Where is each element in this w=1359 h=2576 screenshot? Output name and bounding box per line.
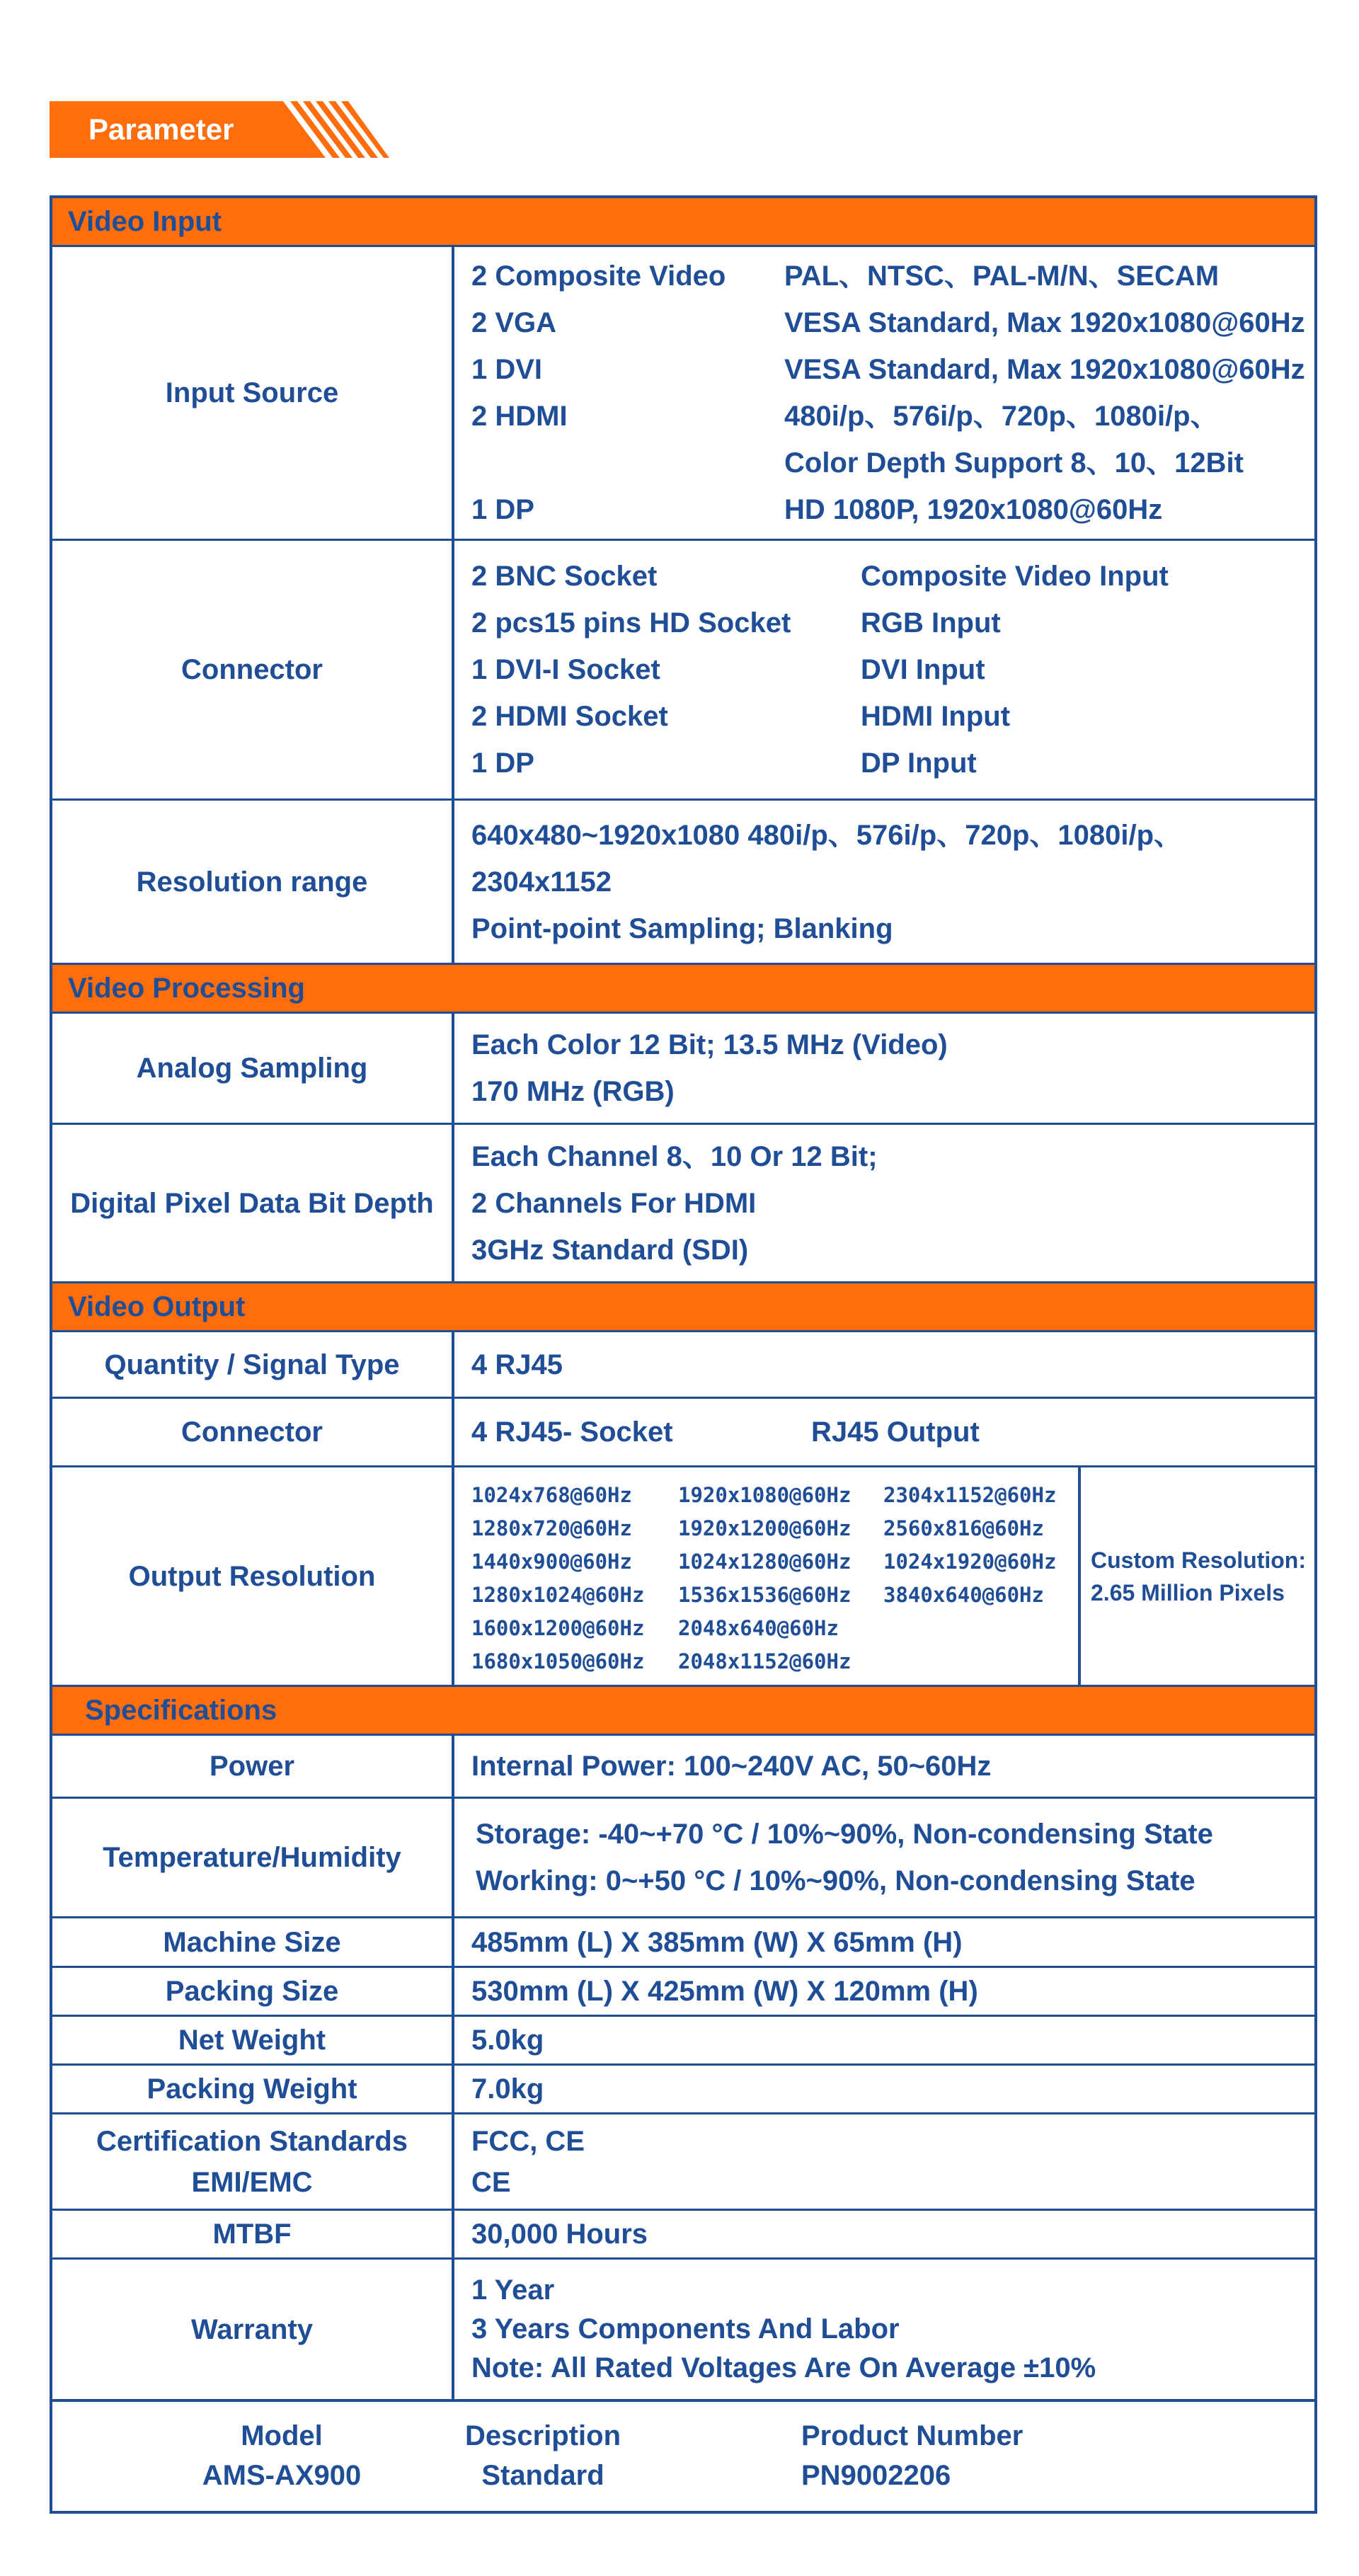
quantity-value: 4 RJ45: [471, 1349, 563, 1380]
section-title: Specifications: [85, 1694, 277, 1726]
row-output-connector: [52, 1397, 1314, 1465]
input-line: 1 DP HD 1080P, 1920x1080@60Hz: [471, 494, 1163, 525]
section-title: Video Input: [68, 205, 222, 237]
row-machine-size: [52, 1916, 1314, 1966]
custom-resolution-value: 2.65 Million Pixels: [1091, 1579, 1285, 1605]
section-specifications: [52, 1685, 1314, 1734]
label-temperature: Temperature/Humidity: [52, 1799, 454, 1916]
output-resolution-grid: [454, 1467, 1081, 1685]
label-quantity: Quantity / Signal Type: [52, 1332, 454, 1397]
product-number-value: PN9002206: [801, 2460, 951, 2491]
label-resolution-range: Resolution range: [52, 801, 454, 963]
input-line: 2 HDMI 480i/p、576i/p、720p、1080i/p、: [471, 401, 1219, 432]
warranty-line: 3 Years Components And Labor: [471, 2313, 900, 2345]
label-machine-size: Machine Size: [52, 1918, 454, 1966]
row-mtbf: [52, 2209, 1314, 2257]
input-line: 1 DVI VESA Standard, Max 1920x1080@60Hz: [471, 354, 1305, 385]
resolution-row: 1440x900@60Hz 1024x1280@60Hz 1024x1920@60Hz: [471, 1550, 1057, 1574]
row-certification: [52, 2112, 1314, 2209]
digital-line: 3GHz Standard (SDI): [471, 1234, 749, 1266]
resolution-row: 1680x1050@60Hz 2048x1152@60Hz: [471, 1649, 851, 1673]
connector-line: 2 pcs15 pins HD Socket RGB Input: [471, 607, 1001, 639]
row-temperature: [52, 1797, 1314, 1916]
section-title: Video Processing: [68, 972, 305, 1004]
packing-size-value: 530mm (L) X 425mm (W) X 120mm (H): [471, 1976, 978, 2007]
net-weight-value: 5.0kg: [471, 2025, 544, 2056]
description-col: [454, 2416, 631, 2497]
label-certification: Certification Standards EMI/EMC: [52, 2114, 454, 2209]
model-value: AMS-AX900: [202, 2460, 362, 2491]
row-packing-weight: [52, 2063, 1314, 2112]
mtbf-value: 30,000 Hours: [471, 2219, 648, 2250]
resolution-row: 1024x768@60Hz 1920x1080@60Hz 2304x1152@60Hz: [471, 1483, 1057, 1507]
model-row: [52, 2399, 1314, 2511]
product-number-header: Product Number: [801, 2420, 1023, 2451]
description-header: Description: [464, 2420, 621, 2451]
label-output-resolution: Output Resolution: [52, 1467, 454, 1685]
warranty-line: 1 Year: [471, 2274, 555, 2306]
label-packing-size: Packing Size: [52, 1968, 454, 2015]
machine-size-value: 485mm (L) X 385mm (W) X 65mm (H): [471, 1926, 963, 1958]
label-packing-weight: Packing Weight: [52, 2066, 454, 2112]
output-connector-line: 4 RJ45- Socket RJ45 Output: [471, 1416, 980, 1448]
label-net-weight: Net Weight: [52, 2017, 454, 2063]
input-line: 2 Composite Video PAL、NTSC、PAL-M/N、SECAM: [471, 261, 1220, 292]
digital-line: Each Channel 8、10 Or 12 Bit;: [471, 1140, 878, 1172]
section-video-output: [52, 1281, 1314, 1330]
label-output-connector: Connector: [52, 1399, 454, 1465]
input-line: 2 VGA VESA Standard, Max 1920x1080@60Hz: [471, 307, 1305, 338]
analog-line: 170 MHz (RGB): [471, 1076, 675, 1107]
row-net-weight: [52, 2015, 1314, 2063]
analog-line: Each Color 12 Bit; 13.5 MHz (Video): [471, 1029, 948, 1060]
row-power: [52, 1734, 1314, 1797]
temp-line: Working: 0~+50 °C / 10%~90%, Non-condensing State: [476, 1865, 1195, 1896]
resolution-row: 1600x1200@60Hz 2048x640@60Hz: [471, 1616, 839, 1640]
header-title: Parameter: [88, 113, 234, 146]
row-packing-size: [52, 1966, 1314, 2015]
label-input-source: Input Source: [52, 247, 454, 539]
label-analog-sampling: Analog Sampling: [52, 1014, 454, 1123]
cert-value: FCC, CE: [471, 2125, 585, 2157]
row-warranty: [52, 2257, 1314, 2399]
row-resolution-range: [52, 798, 1314, 963]
section-video-input: [52, 198, 1314, 245]
parameter-header: [50, 101, 389, 158]
resolution-row: 1280x720@60Hz 1920x1200@60Hz 2560x816@60Hz: [471, 1516, 1044, 1540]
connector-line: 2 HDMI Socket HDMI Input: [471, 701, 1011, 732]
input-line: Color Depth Support 8、10、12Bit: [784, 447, 1244, 479]
resolution-line: Point-point Sampling; Blanking: [471, 912, 893, 944]
temp-line: Storage: -40~+70 °C / 10%~90%, Non-condensing State: [476, 1819, 1213, 1850]
row-digital-depth: [52, 1123, 1314, 1281]
description-value: Standard: [481, 2460, 604, 2491]
connector-line: 2 BNC Socket Composite Video Input: [471, 561, 1169, 592]
connector-line: 1 DVI-I Socket DVI Input: [471, 654, 985, 685]
custom-resolution: [1081, 1467, 1314, 1685]
model-col: [151, 2416, 412, 2497]
label-connector: Connector: [52, 541, 454, 798]
custom-resolution-label: Custom Resolution:: [1091, 1547, 1306, 1573]
warranty-line: Note: All Rated Voltages Are On Average ±10%: [471, 2352, 1096, 2383]
row-quantity: [52, 1330, 1314, 1397]
resolution-line: 640x480~1920x1080 480i/p、576i/p、720p、1080i/p、: [471, 819, 1183, 851]
row-input-connector: [52, 539, 1314, 798]
row-output-resolution: [52, 1465, 1314, 1685]
connector-line: 1 DP DP Input: [471, 748, 977, 779]
spec-table: [50, 195, 1317, 2514]
label-digital-depth: Digital Pixel Data Bit Depth: [52, 1125, 454, 1281]
row-input-source: [52, 245, 1314, 539]
digital-line: 2 Channels For HDMI: [471, 1187, 757, 1219]
row-analog-sampling: [52, 1012, 1314, 1123]
label-power: Power: [52, 1736, 454, 1797]
model-header: Model: [241, 2420, 323, 2451]
product-number-col: [801, 2416, 1023, 2497]
resolution-row: 1280x1024@60Hz 1536x1536@60Hz 3840x640@60Hz: [471, 1583, 1044, 1607]
power-value: Internal Power: 100~240V AC, 50~60Hz: [471, 1751, 992, 1782]
packing-weight-value: 7.0kg: [471, 2073, 544, 2105]
cert-value: CE: [471, 2166, 511, 2198]
label-mtbf: MTBF: [52, 2211, 454, 2257]
label-warranty: Warranty: [52, 2260, 454, 2399]
resolution-line: 2304x1152: [471, 866, 612, 898]
section-video-processing: [52, 963, 1314, 1012]
section-title: Video Output: [68, 1290, 246, 1322]
